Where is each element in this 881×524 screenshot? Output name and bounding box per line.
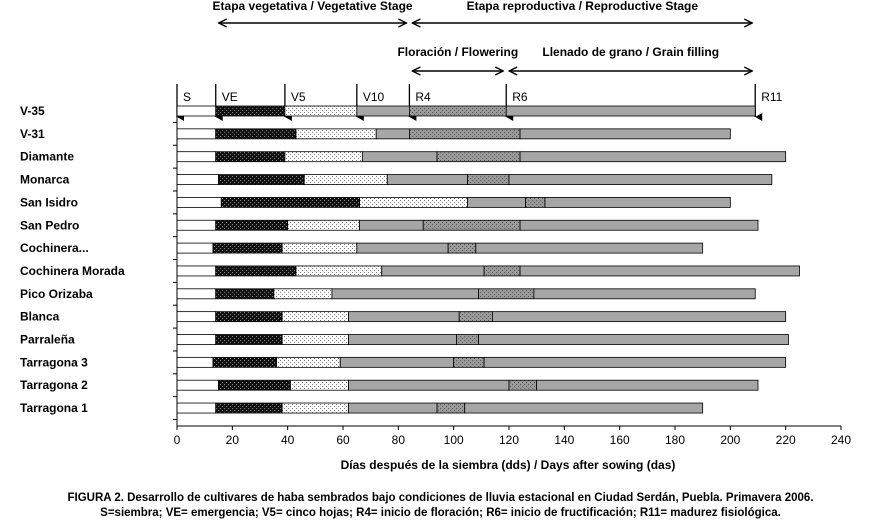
bar-10-ve-v5 (216, 312, 282, 322)
bar-4-r6-r11 (509, 175, 772, 185)
bar-7-ve-v5 (213, 243, 282, 253)
stage-marker-label: V5 (290, 90, 306, 104)
bar-11-v10-r4 (349, 335, 457, 345)
category-label: Tarragona 3 (20, 355, 88, 370)
category-label: V-31 (20, 126, 45, 141)
stage-marker-label: VE (221, 90, 238, 104)
bar-2-v5-v10 (296, 129, 376, 139)
bar-12-r6-r11 (484, 357, 786, 367)
bar-8-v10-r4 (382, 266, 484, 276)
bar-11-ve-v5 (216, 335, 282, 345)
category-label: Tarragona 1 (20, 401, 88, 416)
bar-6-r4-r6 (423, 220, 520, 230)
bar-13-r4-r6 (509, 380, 537, 390)
period-label: Floración / Flowering (397, 45, 519, 59)
stage-marker-label: R11 (761, 90, 783, 104)
bar-7-v5-v10 (282, 243, 357, 253)
bar-7-s-ve (177, 243, 213, 253)
bar-14-ve-v5 (216, 403, 282, 413)
bar-2-r4-r6 (409, 129, 520, 139)
x-tick-label: 60 (336, 433, 350, 447)
x-axis-label: Días después de la siembra (dds) / Days after sowing (das) (340, 458, 676, 472)
bar-14-v5-v10 (282, 403, 348, 413)
bar-9-s-ve (177, 289, 216, 299)
bar-8-r6-r11 (520, 266, 799, 276)
x-tick-label: 220 (775, 433, 796, 447)
bar-9-v5-v10 (274, 289, 332, 299)
bar-9-ve-v5 (216, 289, 274, 299)
stage-marker-label: R4 (415, 90, 431, 104)
bar-10-r6-r11 (492, 312, 785, 322)
bar-5-v5-v10 (360, 197, 468, 207)
category-label: Tarragona 2 (20, 378, 88, 393)
bar-2-r6-r11 (520, 129, 730, 139)
bar-1-ve-v5 (216, 106, 285, 116)
bar-10-v10-r4 (349, 312, 460, 322)
bar-2-v10-r4 (376, 129, 409, 139)
bar-8-s-ve (177, 266, 216, 276)
bar-10-v5-v10 (282, 312, 348, 322)
category-label: Diamante (20, 149, 75, 164)
stage-marker-label: R6 (512, 90, 528, 104)
bar-2-s-ve (177, 129, 216, 139)
figure-caption (0, 491, 881, 521)
bar-4-r4-r6 (468, 175, 510, 185)
category-label: San Pedro (20, 218, 80, 233)
x-tick-label: 20 (225, 433, 240, 447)
bar-10-s-ve (177, 312, 216, 322)
x-tick-label: 120 (498, 433, 520, 447)
x-tick-label: 0 (173, 433, 181, 447)
bar-13-ve-v5 (219, 380, 291, 390)
x-tick-label: 40 (280, 433, 295, 447)
bar-5-s-ve (177, 197, 221, 207)
bar-4-v5-v10 (304, 175, 387, 185)
bar-12-s-ve (177, 357, 213, 367)
category-label: Parraleña (20, 332, 75, 347)
period-label: Etapa vegetativa / Vegetative Stage (212, 0, 413, 13)
bar-5-r4-r6 (526, 197, 545, 207)
bar-8-ve-v5 (216, 266, 296, 276)
x-tick-label: 140 (554, 433, 575, 447)
bar-1-v5-v10 (285, 106, 357, 116)
bar-4-v10-r4 (387, 175, 467, 185)
period-label: Etapa reproductiva / Reproductive Stage (466, 0, 699, 13)
bar-14-r4-r6 (437, 403, 465, 413)
bar-3-r4-r6 (437, 152, 520, 162)
stage-marker-label: S (183, 90, 192, 104)
bar-6-ve-v5 (216, 220, 288, 230)
bar-3-v10-r4 (362, 152, 437, 162)
bar-9-r6-r11 (534, 289, 755, 299)
stage-marker-label: V10 (362, 90, 385, 104)
bar-12-ve-v5 (213, 357, 277, 367)
bar-9-r4-r6 (479, 289, 534, 299)
category-labels (20, 104, 125, 415)
category-label: San Isidro (20, 195, 79, 210)
bar-13-v5-v10 (290, 380, 348, 390)
bar-11-r6-r11 (479, 335, 789, 345)
bar-4-ve-v5 (219, 175, 305, 185)
bar-13-r6-r11 (537, 380, 758, 390)
bar-3-s-ve (177, 152, 216, 162)
x-tick-label: 240 (830, 433, 852, 447)
bar-3-ve-v5 (216, 152, 285, 162)
bar-13-v10-r4 (349, 380, 509, 390)
bar-2-ve-v5 (216, 129, 296, 139)
bar-10-r4-r6 (459, 312, 492, 322)
bar-1-r6-r11 (506, 106, 755, 116)
caption-line-2: S=siembra; VE= emergencia; V5= cinco hojas; R4= inicio de floración; R6= inicio de fructificación; R11= madurez fisiológica. (100, 507, 781, 519)
bar-13-s-ve (177, 380, 219, 390)
bar-1-s-ve (177, 106, 216, 116)
bar-12-v5-v10 (277, 357, 341, 367)
bar-5-ve-v5 (221, 197, 359, 207)
x-tick-label: 180 (664, 433, 686, 447)
category-label: Monarca (20, 172, 70, 187)
bar-14-s-ve (177, 403, 216, 413)
x-tick-label: 100 (443, 433, 464, 447)
bar-7-v10-r4 (357, 243, 448, 253)
bar-4-s-ve (177, 175, 219, 185)
bar-11-r4-r6 (456, 335, 478, 345)
bar-5-v10-r4 (468, 197, 526, 207)
bar-14-v10-r4 (349, 403, 438, 413)
x-tick-label: 80 (391, 433, 406, 447)
bar-12-v10-r4 (340, 357, 453, 367)
bar-6-v10-r4 (360, 220, 424, 230)
bar-6-v5-v10 (288, 220, 360, 230)
bar-9-v10-r4 (332, 289, 479, 299)
category-label: Blanca (20, 309, 60, 324)
category-label: Cochinera Morada (20, 263, 125, 278)
category-label: Pico Orizaba (20, 286, 93, 301)
bar-14-r6-r11 (465, 403, 703, 413)
bar-11-v5-v10 (282, 335, 348, 345)
period-label: Llenado de grano / Grain filling (542, 45, 720, 59)
bar-7-r6-r11 (476, 243, 703, 253)
x-tick-label: 200 (720, 433, 741, 447)
caption-line-1: FIGURA 2. Desarrollo de cultivares de haba sembrados bajo condiciones de lluvia estacional en Ciudad Serdán, Puebla. Primavera 2006. (67, 492, 814, 504)
bar-3-v5-v10 (285, 152, 362, 162)
bar-12-r4-r6 (454, 357, 484, 367)
period-annotations (213, 0, 753, 71)
bar-8-v5-v10 (296, 266, 382, 276)
bar-1-v10-r4 (357, 106, 410, 116)
bar-7-r4-r6 (448, 243, 476, 253)
bar-6-s-ve (177, 220, 216, 230)
bar-1-r4-r6 (409, 106, 506, 116)
bar-11-s-ve (177, 335, 216, 345)
bar-8-r4-r6 (484, 266, 520, 276)
bar-5-r6-r11 (545, 197, 730, 207)
bars (177, 106, 800, 413)
bar-3-r6-r11 (520, 152, 786, 162)
category-label: Cochinera... (20, 241, 89, 256)
category-label: V-35 (20, 104, 45, 118)
bar-6-r6-r11 (520, 220, 758, 230)
x-tick-label: 160 (609, 433, 630, 447)
